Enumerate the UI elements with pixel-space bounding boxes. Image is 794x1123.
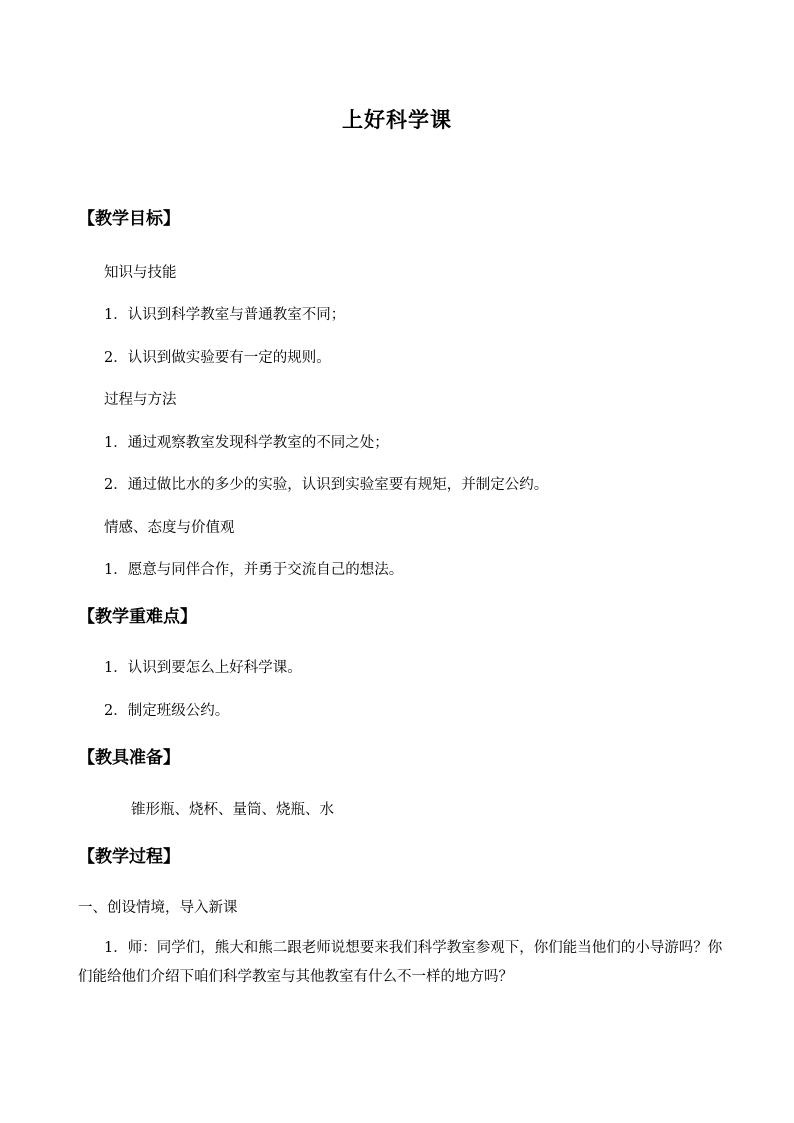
process-step1-paragraph: 1．师：同学们，熊大和熊二跟老师说想要来我们科学教室参观下，你们能当他们的小导游吗？你们能给他们介绍下咱们科学教室与其他教室有什么不一样的地方吗？ (78, 940, 723, 985)
materials-text: 锥形瓶、烧杯、量筒、烧瓶、水 (131, 802, 334, 818)
key-points-heading: 【教学重难点】 (78, 607, 197, 627)
attitude-item-1: 1．愿意与同伴合作，并勇于交流自己的想法。 (104, 562, 404, 578)
process-method-item-2: 2．通过做比水的多少的实验，认识到实验室要有规矩，并制定公约。 (104, 477, 549, 493)
key-point-item-1: 1．认识到要怎么上好科学课。 (104, 660, 302, 676)
knowledge-item-2: 2．认识到做实验要有一定的规则。 (104, 350, 331, 366)
process-method-item-1: 1．通过观察教室发现科学教室的不同之处； (104, 435, 389, 451)
knowledge-label: 知识与技能 (104, 265, 177, 281)
process-heading: 【教学过程】 (78, 847, 180, 867)
goals-heading: 【教学目标】 (78, 209, 180, 229)
process-step1-title: 一、创设情境，导入新课 (78, 900, 238, 916)
attitude-label: 情感、态度与价值观 (104, 520, 235, 536)
knowledge-item-1: 1．认识到科学教室与普通教室不同； (104, 307, 346, 323)
materials-heading: 【教具准备】 (78, 748, 180, 768)
key-point-item-2: 2．制定班级公约。 (104, 703, 230, 719)
process-method-label: 过程与方法 (104, 392, 177, 408)
page-title: 上好科学课 (342, 107, 452, 132)
